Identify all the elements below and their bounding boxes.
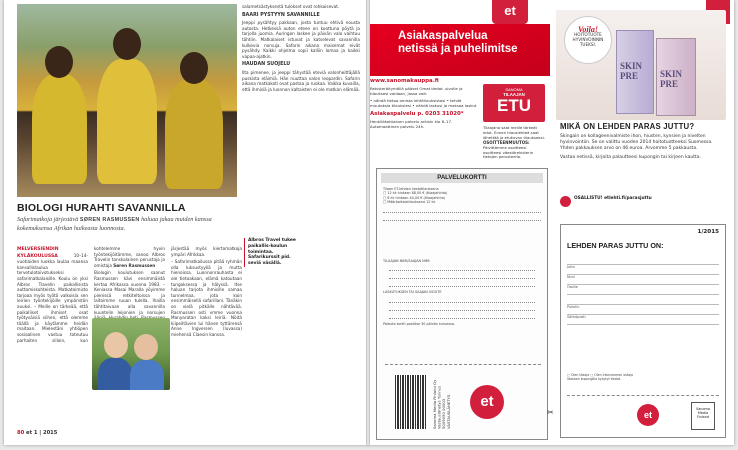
issue-label: et 1 | 2015	[26, 430, 58, 436]
ad-url-link[interactable]: www.sanomakauppa.fi	[370, 78, 439, 84]
contest-entry-coupon	[560, 224, 726, 438]
right-text-column	[242, 4, 360, 94]
entry-issue-number: 1/2015	[697, 229, 719, 235]
et-logo-circle: et	[470, 385, 504, 419]
product-box-label: SKIN PRE	[620, 61, 643, 81]
osoitemuutos-title: OSOITTEENMUUTOS:	[483, 139, 530, 145]
et-logo-tab: et	[492, 0, 528, 24]
subheading: BAARI PYSTYYN SAVANNILLE	[242, 12, 320, 18]
address-line[interactable]	[389, 314, 535, 319]
order-option-2[interactable]: □ 6 kk hintaan 44,00 € (tilaajahinta)	[383, 195, 446, 200]
safari-children-photo	[17, 4, 237, 197]
reply-text: Sanoma Media Finland Oy Vastauslähetys Tunnus 5009050 00003 VASTAUSLÄHETYS	[432, 379, 451, 429]
voila-title: Voila!	[577, 25, 598, 34]
address-line[interactable]	[389, 298, 535, 303]
address-line[interactable]	[389, 306, 535, 311]
article-headline: BIOLOGI HURAHTI SAVANNILLA	[17, 202, 186, 214]
entry-field-email[interactable]: Sähköposti	[567, 315, 719, 325]
article-deck	[17, 216, 242, 232]
photo-caption: Albros Travel tukee paikallis-koulun toimintaa. Safarikurssit pid. seviä väsällä.	[244, 238, 300, 267]
ad-title-line1: Asiakaspalvelua	[398, 30, 488, 42]
entry-field-line[interactable]	[567, 295, 719, 305]
barcode-icon	[395, 375, 427, 429]
voila-text: HOITOTUOTE HYVINVOINNIN TUEKSI.	[572, 32, 604, 47]
entry-checkboxes[interactable]: □ Olen tilaaja □ Olen irtonumeron ostaja	[567, 373, 633, 377]
contest-body-text: Skingain on kollageenivalmiste ihon, hiusten, kynsien ja nivelten hyvinvointiin. Se on valittu vuoden 2014 hoitotuotteeksi Suomessa. Yhden pakkauksen arvo on 46 euroa. Arvomme 5 pakkausta.	[560, 134, 713, 151]
entry-field-line[interactable]	[567, 255, 719, 265]
page-number: 80	[17, 430, 25, 436]
tilaajan-etu-badge	[483, 84, 545, 122]
badge-big: ETU	[497, 96, 531, 115]
contest-heading: MIKÄ ON LEHDEN PARAS JUTTU?	[560, 122, 695, 131]
voila-badge	[564, 16, 612, 64]
ad-title-line2: netissä ja puhelimitse	[398, 43, 518, 55]
author-name: Søren Rasmussen	[113, 262, 156, 268]
ad-phone: Asiakaspalvelu p. 0203 31020*	[370, 111, 464, 117]
product-box-label: SKIN PRE	[660, 69, 683, 89]
body-text: Biologin koulutuksen saanut Rasmussen kävi ensimmäistä kertaa Afrikassa vuonna 1983. – Keniassa Masai Maralla yöyimme pienissä retkiteltoissa ja laitoimme ruuan tulella. Ihailla tähtitaivaan alla savannilla kuuntelin leijonien ja norsujen järjestää myös kiertomatkoja ympäri Afrikkaa.	[94, 246, 242, 315]
reply-stamp-area	[385, 364, 541, 434]
contest-body-text-2: Vastaa netissä, kirjoita palautteesi kupongin tai kirjeen kautta.	[560, 155, 701, 160]
address-label: TILAAJAN NIMI/SAAJAN NIMI	[383, 259, 430, 263]
osallistu-link[interactable]: OSALLISTU! etlehti.fi/parasjuttu	[560, 196, 680, 201]
form-line	[383, 216, 541, 221]
entry-field-osoite[interactable]: Osoite	[567, 285, 719, 295]
body-text: 10–14-vuotiaiden luokka laulaa maansa kansallislaulua tervetulotoivotukseksi safarimatkalaisille. Koulu on yksi Albros Travelin paikallisista auttamiskohteista. Matkatoimisto tarjoaa myös työtä valkoisia sen leirien työntekijöille ympäristön avuksi. – Meille on tärkeää, että paikalliset ihmiset osat työtyväisiä siihen, että olemme täällä ja käytämme heidän maitaan. Mielestäni yhtiöpen sosiaalinen vastuu toteutuu parhaiten silloin, kun kohtelemme hyvin työntekijöitämme, sanoo Albros Travelin tanskalainen perustaja ja omistaja	[17, 246, 165, 343]
badge-small: SANOMA	[505, 87, 523, 92]
deck-text-rest: haluaa jakaa muiden kanssa kokemuksensa Afrikan huikeasta luonnosta.	[17, 216, 212, 232]
entry-field-juttu[interactable]: Juttu	[567, 265, 719, 275]
form-line	[383, 208, 541, 213]
entry-field-puhelin[interactable]: Puhelin	[567, 305, 719, 315]
product-box	[616, 30, 654, 114]
customer-service-ad	[370, 24, 550, 160]
section-label: MELVERSIENDIN KYLÄKOULUSSA	[17, 247, 59, 259]
left-page	[4, 0, 366, 445]
subheading: HAUDAN SUOJELU	[242, 62, 291, 68]
badge-side: Tilaajana saat meille tärkeät edut. Ennen tilauslehteä saat lähettää ja etukuvan tilaukseesi.	[483, 125, 545, 140]
entry-field-nimi[interactable]: Nimi	[567, 275, 719, 285]
deck-author: SØREN RASMUSSEN	[79, 217, 140, 223]
entry-note: Vastaan kupongilla kysytyt tiedot.	[567, 377, 622, 382]
scissors-icon: ✂	[547, 408, 554, 417]
body-text: – Safarimatkailussa pitää ryhmän olla luksustyyliä ja mutta hienoissa. Luonnonrauhasta ei ole tietoakaan, elämä katoutaan tungoksessa ja hälyssä. Itse haluan tarjota ihmisille samaa tunnelmaa, jota koin ensimmäisellä safarillani. Tänäkin on vielä pitkälle nähtävää. Rasmussen osti vmme vuonna Manyaratan kaksi leiriä. Nöitä kiipeiltävien lui hänen tyttärensä Anne Ingversen (luvassa) miehensä Claesin kanssa.	[171, 259, 242, 337]
ad-services-intro: Rekisteröitymällä pääset Omat tiedot -sivulle ja tilauksesi voidaan, jossa voit:	[370, 86, 463, 96]
owners-photo	[92, 318, 170, 390]
order-intro: Tilaan ET-lehden kestotilauksena	[383, 187, 439, 191]
address-line[interactable]	[389, 282, 535, 287]
entry-title: LEHDEN PARAS JUTTU ON:	[567, 241, 664, 250]
product-box	[656, 38, 696, 116]
address-fields	[383, 259, 541, 326]
skingain-product-photo	[556, 10, 726, 120]
osoitemuutos-text: Päivittämme osoitteesi osoitteesi väestörekisterin tietojen perusteella.	[483, 144, 534, 160]
entry-stamp-area	[567, 395, 719, 435]
address-line[interactable]	[389, 266, 535, 271]
ad-services-list: • nähdä tietoa omista lehtitilauksistasi • tehdä muutoksia tilauksiesi • nähdä laskusi ja maksaa laskut	[370, 98, 477, 108]
order-form-card	[376, 168, 548, 440]
entry-footer	[567, 373, 719, 381]
ad-title	[398, 30, 548, 56]
contest-body	[560, 134, 725, 161]
order-option-1[interactable]: □ 12 kk hintaan 88,00 € (tilaajahinta)	[383, 191, 448, 196]
form-foot: Palauta kortti postitse 30 päivän kuluessa.	[383, 321, 455, 326]
order-option-3[interactable]: □ Määräaikaistilauksena 12 kk	[383, 200, 436, 205]
stamp-box: Sanoma Media Finland	[691, 402, 715, 430]
col-text: salametsästyksestä tulokset ovat rohkaisevat.	[242, 4, 340, 9]
entry-fields	[567, 255, 719, 325]
address-line[interactable]	[389, 274, 535, 279]
address-label-2: LASKUTUKSEN TAI SAAJAN OSOITE	[383, 290, 442, 295]
deck-text: Safarimatkoja järjestävä	[17, 216, 79, 223]
col-text: Jeeppi pysähtyy pakkaan, josta tuntuu ehtivä nousta autosta. Hetkessä auton eteen on koottuna pöytä ja tarjolla juomia. Auringon laskee ja päivän valo vaihtuu tähtiin. Matkalaiset istuvat ja katselevat savannilla kulkevia norsuja. Safarin aikana maisemat eivät pysähdy. Kaikki ohjelma sopii kalliin lomaa ja kaikki vapaa-ajatkin.	[242, 20, 360, 59]
page-folio	[17, 430, 57, 436]
ad-phone-note: Henkilökohtainen palvelu arkisin klo 8–17. Automaattinen palvelu 24h.	[370, 119, 453, 129]
order-form-header: PALVELUKORTTI	[381, 173, 543, 183]
col-text: Ilta pimenee, ja jeeppi tähystää eteviä valonheittäjällä puskista eläimiä. Hän nuuttaa valon leopardin. Safarin aikana matkakoti ovat pastaa ja ruokaa. Vaikka kuvailla, että ihmisiä ja luonnon kaltaisten ei ole matkan elämää.	[242, 69, 360, 92]
et-logo-circle: et	[637, 404, 659, 426]
badge-mid: TILAAJAN	[503, 92, 525, 97]
etu-side-text	[483, 126, 545, 160]
